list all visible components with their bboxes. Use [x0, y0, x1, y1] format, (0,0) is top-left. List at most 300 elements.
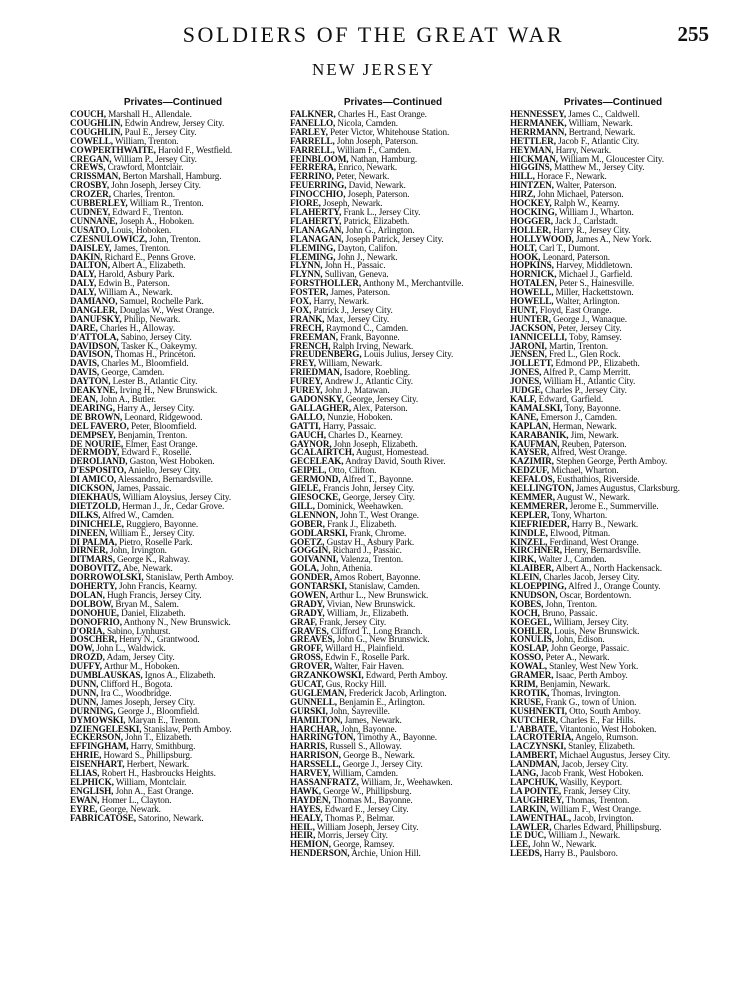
- soldier-details: Anthony N., New Brunswick.: [121, 616, 231, 627]
- soldier-details: Harold F., Westfield.: [155, 144, 233, 155]
- soldier-details: Joseph, Paterson.: [345, 189, 410, 200]
- soldier-surname: KRIM,: [510, 679, 538, 689]
- soldier-surname: KRUSE,: [510, 696, 544, 707]
- soldier-surname: FEINBLOOM,: [290, 153, 349, 164]
- soldier-details: Nathan, Hamburg.: [348, 153, 418, 164]
- soldier-details: Gaston, West Hoboken.: [127, 456, 215, 467]
- soldier-details: Charles H., Alloway.: [97, 322, 175, 333]
- soldier-surname: ECKERSON,: [70, 732, 123, 743]
- soldier-surname: HENNESSEY,: [510, 109, 567, 119]
- soldier-details: Harry B., Newark.: [569, 518, 639, 529]
- soldier-details: Walter, Fair Haven.: [331, 661, 404, 672]
- column-heading: Privates—Continued: [123, 97, 223, 108]
- soldier-details: Edwin F., Roselle Park.: [322, 652, 410, 663]
- soldier-details: Joseph Patrick, Jersey City.: [343, 233, 444, 244]
- soldier-surname: KINDLE,: [510, 527, 548, 538]
- soldier-surname: KEPLER,: [510, 509, 550, 520]
- soldier-details: Arthur L., New Brunswick.: [327, 589, 429, 600]
- soldier-details: John G., Arlington.: [343, 224, 415, 235]
- soldier-surname: DOSCHER,: [70, 634, 117, 645]
- soldier-details: Albert A., North Hackensack.: [553, 563, 662, 574]
- soldier-surname: DE NOURIE,: [70, 438, 124, 449]
- soldier-surname: EFFINGHAM,: [70, 741, 129, 752]
- soldier-surname: DILKS,: [70, 509, 101, 520]
- soldier-details: Russell S., Alloway.: [327, 741, 402, 752]
- soldier-details: Sabino, Jersey City.: [118, 331, 192, 342]
- soldier-details: William P., Jersey City.: [111, 153, 197, 164]
- soldier-details: Peter, Jersey City.: [555, 322, 622, 333]
- soldier-surname: ELPHICK,: [70, 776, 114, 787]
- soldier-details: James Joseph, Jersey City.: [98, 696, 196, 707]
- soldier-surname: DITMARS,: [70, 554, 115, 565]
- soldier-details: James A., New York.: [573, 233, 652, 244]
- soldier-surname: HINTZEN,: [510, 180, 554, 191]
- soldier-surname: DANUFSKY,: [70, 313, 122, 324]
- soldier-surname: DOLBOW,: [70, 598, 114, 609]
- soldier-surname: FANELLO,: [290, 117, 336, 128]
- soldier-surname: FALKNER,: [290, 109, 336, 119]
- soldier-details: Alfred J., Orange County.: [566, 581, 661, 592]
- soldier-surname: DEAKYNE,: [70, 385, 118, 396]
- soldier-details: William, Jr., Weehawken.: [358, 776, 453, 787]
- soldier-surname: GUGLEMAN,: [290, 687, 347, 698]
- soldier-surname: DIRNER,: [70, 545, 108, 556]
- soldier-details: Raymond C., Camden.: [323, 322, 409, 333]
- soldier-details: Arthur M., Hoboken.: [101, 661, 180, 672]
- soldier-details: Edward, Perth Amboy.: [363, 670, 448, 681]
- soldier-surname: DAISLEY,: [70, 242, 112, 253]
- column-heading: Privates—Continued: [343, 97, 443, 108]
- soldier-surname: FRENCH,: [290, 340, 331, 351]
- soldier-details: William E., Jersey City.: [107, 527, 195, 538]
- soldier-details: Isaac, Perth Amboy.: [553, 670, 628, 681]
- soldier-details: Jacob, Jersey City.: [559, 759, 629, 770]
- soldier-details: John H., Passaic.: [322, 260, 386, 271]
- soldier-surname: HIGGINS,: [510, 162, 552, 173]
- soldier-details: Peter A., Newark.: [543, 652, 610, 663]
- soldier-surname: CREGAN,: [70, 153, 112, 164]
- soldier-details: Henry, Bernardsville.: [561, 545, 641, 556]
- running-title: SOLDIERS OF THE GREAT WAR: [182, 22, 565, 47]
- soldier-surname: KARABANIK,: [510, 429, 569, 440]
- soldier-details: Charles D., Kearney.: [325, 429, 403, 440]
- soldier-surname: DARE,: [70, 322, 98, 333]
- soldier-surname: FOSTER,: [290, 287, 329, 298]
- soldier-surname: DORROWOLSKI,: [70, 572, 144, 583]
- soldier-details: Otto, South Amboy.: [566, 705, 641, 716]
- soldier-surname: JARONI,: [510, 340, 547, 351]
- soldier-details: Ferdinand, West Orange.: [547, 536, 639, 547]
- soldier-surname: FRANK,: [290, 313, 325, 324]
- soldier-surname: GILL,: [290, 500, 315, 511]
- soldier-details: Thomas, Trenton.: [563, 794, 630, 805]
- soldier-surname: LE DUC,: [510, 830, 547, 841]
- soldier-surname: KAZIMIR,: [510, 456, 554, 467]
- soldier-details: Jim, Newark.: [568, 429, 619, 440]
- soldier-surname: LA POINTE,: [510, 785, 562, 796]
- soldier-surname: HIRZ,: [510, 189, 536, 200]
- soldier-details: Leonard, Paterson.: [540, 251, 610, 262]
- soldier-surname: GADONSKY,: [290, 394, 344, 404]
- soldier-details: Wasilly, Keyport.: [557, 776, 623, 787]
- soldier-details: Lester B., Atlantic City.: [110, 376, 198, 387]
- soldier-details: Harry, Smithburg.: [128, 741, 196, 752]
- soldier-details: Andrew J., Atlantic City.: [322, 376, 413, 387]
- soldier-details: William A., Newark.: [96, 287, 173, 298]
- soldier-details: Martin, Trenton.: [546, 340, 608, 351]
- soldier-details: James, Paterson.: [328, 287, 390, 298]
- soldier-details: Harry, Passaic.: [320, 420, 377, 431]
- soldier-details: Bertrand, Newark.: [566, 126, 636, 137]
- soldier-details: William, Newark.: [566, 117, 633, 128]
- soldier-surname: GUNNELL,: [290, 696, 337, 707]
- soldier-details: Joseph A., Hoboken.: [117, 215, 195, 226]
- soldier-details: Frank, Jersey City.: [561, 785, 631, 796]
- soldier-details: John, Edison.: [553, 634, 605, 645]
- soldier-details: Tony, Bayonne.: [562, 402, 621, 413]
- soldier-surname: KROTIK,: [510, 687, 550, 698]
- soldier-surname: GOIVANNI,: [290, 554, 339, 565]
- soldier-surname: DOW,: [70, 643, 95, 654]
- soldier-surname: KAMALSKI,: [510, 402, 563, 413]
- soldier-surname: DALY,: [70, 287, 97, 298]
- soldier-surname: GCALAIRTCH,: [290, 447, 355, 458]
- soldier-details: Louis, Hoboken.: [109, 224, 172, 235]
- soldier-surname: FARRELL,: [290, 135, 335, 146]
- soldier-surname: CZESNULOWICZ,: [70, 233, 148, 244]
- soldier-surname: KONULIS,: [510, 634, 554, 645]
- soldier-surname: HEIR,: [290, 830, 316, 841]
- soldier-surname: GREAVES,: [290, 634, 335, 645]
- soldier-details: Stanislaw, Perth Amboy.: [141, 723, 232, 734]
- soldier-details: Ignos A., Elizabeth.: [142, 670, 216, 681]
- soldier-details: Vivian, New Brunswick.: [324, 598, 416, 609]
- soldier-details: Tasker K., Oakeymy.: [119, 340, 197, 351]
- soldier-surname: JUDGE,: [510, 385, 543, 396]
- soldier-details: Samuel, Rochelle Park.: [117, 296, 204, 307]
- soldier-surname: EWAN,: [70, 794, 100, 805]
- soldier-details: John, Trenton.: [147, 233, 201, 244]
- soldier-surname: FARRELL,: [290, 144, 335, 155]
- soldier-details: Emerson J., Camden.: [538, 411, 617, 422]
- soldier-surname: GECELEAK,: [290, 456, 344, 467]
- soldier-details: Harry A., Jersey City.: [114, 402, 195, 413]
- soldier-surname: HARRIS,: [290, 741, 328, 752]
- soldier-surname: GIESOCKE,: [290, 491, 341, 502]
- soldier-details: George J., Jersey City.: [340, 759, 423, 770]
- soldier-details: Harold, Asbury Park.: [96, 269, 175, 280]
- soldier-details: Edward, Garfield.: [536, 394, 604, 404]
- soldier-surname: JOLLETT,: [510, 358, 554, 369]
- soldier-surname: FABRICATOSE,: [70, 812, 136, 823]
- soldier-surname: FLYNN,: [290, 269, 323, 280]
- soldier-surname: L'ABBATE,: [510, 723, 558, 734]
- soldier-surname: KIEFRIEDER,: [510, 518, 570, 529]
- soldier-surname: IANNICELLI,: [510, 331, 567, 342]
- soldier-details: Gus, Rocky Hill.: [323, 679, 387, 689]
- soldier-details: Jacob F., Atlantic City.: [555, 135, 640, 146]
- soldier-surname: GRAVES,: [290, 625, 329, 636]
- soldier-surname: DERMODY,: [70, 447, 120, 458]
- soldier-surname: DEMPSEY,: [70, 429, 116, 440]
- soldier-details: Frank L., Jersey City.: [341, 206, 421, 217]
- soldier-details: Dayton, Califon.: [335, 242, 398, 253]
- soldier-details: Harry B., Paulsboro.: [541, 848, 618, 859]
- soldier-details: Willard H., Plainfield.: [323, 643, 405, 654]
- soldier-details: Thomas H., Princeton.: [112, 349, 196, 360]
- soldier-details: George W., Phillipsburg.: [320, 785, 412, 796]
- soldier-surname: KEDZUF,: [510, 465, 550, 476]
- soldier-details: Ralph Irving, Newark.: [330, 340, 414, 351]
- page-header: [0, 22, 747, 52]
- soldier-surname: DI PALMA,: [70, 536, 117, 547]
- soldier-details: Herman J., Jr., Cedar Grove.: [119, 500, 225, 511]
- soldier-details: David, Newark.: [346, 180, 406, 191]
- soldier-details: Alfred W., Camden.: [100, 509, 174, 520]
- soldier-surname: HAWK,: [290, 785, 321, 796]
- soldier-surname: HOCKEY,: [510, 198, 552, 209]
- soldier-details: Amos Robert, Bayonne.: [331, 572, 421, 583]
- soldier-surname: KIRCHNER,: [510, 545, 562, 556]
- soldier-surname: LAUGHREY,: [510, 794, 564, 805]
- soldier-details: Edward F., Trenton.: [110, 206, 184, 217]
- soldier-details: Carl T., Dumont.: [536, 242, 600, 253]
- soldier-surname: EHRIE,: [70, 750, 102, 761]
- soldier-details: Herman, Newark.: [550, 420, 617, 431]
- soldier-surname: KEMMERER,: [510, 500, 568, 511]
- soldier-details: Edmond PP., Elizabeth.: [553, 358, 640, 369]
- soldier-details: Reuben, Paterson.: [559, 438, 627, 449]
- soldier-details: Patrick, Elizabeth.: [341, 215, 410, 226]
- soldier-surname: CRISSMAN,: [70, 171, 121, 182]
- soldier-surname: HASSANFRATZ,: [290, 776, 359, 787]
- soldier-surname: DAVISON,: [70, 349, 113, 360]
- soldier-surname: DALY,: [70, 269, 97, 280]
- soldier-details: Harry R., Jersey City.: [550, 224, 631, 235]
- soldier-details: Alessandro, Bernardsville.: [116, 474, 213, 485]
- soldier-surname: KIRK,: [510, 554, 537, 565]
- soldier-details: Charles M., Bloomfield.: [99, 358, 189, 369]
- soldier-details: Tony, Wharton.: [549, 509, 608, 520]
- soldier-surname: HOLLER,: [510, 224, 551, 235]
- soldier-surname: HICKMAN,: [510, 153, 558, 164]
- soldier-surname: GROVER,: [290, 661, 332, 672]
- soldier-surname: FERRERA,: [290, 162, 336, 173]
- soldier-details: Frank, Chrome.: [347, 527, 407, 538]
- soldier-surname: HEIL,: [290, 821, 315, 832]
- soldier-surname: HOCKING,: [510, 206, 557, 217]
- soldier-details: Frank, Jersey City.: [316, 616, 387, 627]
- soldier-details: Thomas, Irvington.: [549, 687, 621, 698]
- soldier-surname: FLEMING,: [290, 242, 336, 253]
- soldier-surname: HARRISON,: [290, 750, 341, 761]
- soldier-details: John J., Newark.: [335, 251, 398, 262]
- soldier-details: Charles, Trenton.: [110, 189, 175, 200]
- soldier-details: Maryan E., Trenton.: [125, 714, 201, 725]
- soldier-details: James, Newark.: [342, 714, 402, 725]
- soldier-surname: GAUCH,: [290, 429, 326, 440]
- soldier-details: George, Newark.: [97, 803, 161, 814]
- soldier-surname: LAPCHUK,: [510, 776, 558, 787]
- soldier-surname: JENSEN,: [510, 349, 547, 360]
- soldier-surname: FLAHERTY,: [290, 215, 342, 226]
- soldier-surname: FOX,: [290, 296, 312, 307]
- soldier-details: Isadore, Roebling.: [341, 367, 410, 378]
- soldier-surname: GOETZ,: [290, 536, 325, 547]
- soldier-surname: LACROTERIA,: [510, 732, 574, 743]
- soldier-surname: KOWAL,: [510, 661, 547, 672]
- soldier-surname: HAMILTON,: [290, 714, 343, 725]
- soldier-details: Charles H., East Orange.: [335, 109, 427, 119]
- soldier-details: Louis, New Brunswick.: [551, 625, 640, 636]
- soldier-surname: DONOHUE,: [70, 607, 119, 618]
- soldier-details: Abe, Newark.: [120, 563, 173, 574]
- soldier-details: Harry, Newark.: [553, 144, 612, 155]
- soldier-details: Hugh Francis, Jersey City.: [104, 589, 202, 600]
- soldier-details: Richard E., Penns Grove.: [102, 251, 196, 262]
- soldier-details: Peter S., Hainesville.: [556, 278, 635, 289]
- soldier-surname: LAMBERT,: [510, 750, 557, 761]
- soldier-surname: HUNTER,: [510, 313, 551, 324]
- soldier-details: Charles Edward, Phillipsburg.: [551, 821, 662, 832]
- soldier-details: John Francis, Kearny.: [116, 581, 197, 592]
- soldier-details: Walter, Arlington.: [553, 296, 620, 307]
- soldier-surname: FLANAGAN,: [290, 224, 344, 235]
- soldier-details: Nicola, Camden.: [335, 117, 398, 128]
- soldier-surname: FRIEDMAN,: [290, 367, 342, 378]
- soldier-surname: GOBER,: [290, 518, 325, 529]
- soldier-surname: DZIENGELESKI,: [70, 723, 142, 734]
- soldier-details: George K., Rahway.: [114, 554, 190, 565]
- soldier-details: Michael, Wharton.: [549, 465, 619, 476]
- soldier-details: Sabino, Lynhurst.: [104, 625, 171, 636]
- soldier-surname: D'ATTOLA,: [70, 331, 119, 342]
- soldier-surname: ELIAS,: [70, 768, 100, 779]
- soldier-details: Jacob, Irvington.: [571, 812, 634, 823]
- roster-entry: [510, 849, 716, 858]
- soldier-details: Thomas P., Belmar.: [322, 812, 395, 823]
- soldier-surname: HERRMANN,: [510, 126, 567, 137]
- soldier-surname: DICKSON,: [70, 483, 115, 494]
- state-title: NEW JERSEY: [311, 60, 436, 79]
- soldier-surname: GOGGIN,: [290, 545, 331, 556]
- soldier-surname: DE BROWN,: [70, 411, 123, 422]
- soldier-details: John T., West Orange.: [337, 509, 419, 520]
- soldier-details: William F., Camden.: [334, 144, 412, 155]
- soldier-details: George, Jersey City.: [340, 491, 415, 502]
- soldier-details: John, Bayonne.: [338, 723, 397, 734]
- soldier-surname: KOSLAP,: [510, 643, 549, 654]
- soldier-details: John, Irvington.: [107, 545, 167, 556]
- soldier-surname: CROZER,: [70, 189, 111, 200]
- soldier-surname: KINZEL,: [510, 536, 548, 547]
- soldier-surname: DOBOVITZ,: [70, 563, 121, 574]
- soldier-surname: GRAMER,: [510, 670, 554, 681]
- soldier-details: Anthony M., Merchantville.: [361, 278, 464, 289]
- soldier-surname: HORNICK,: [510, 269, 557, 280]
- soldier-surname: KLOEPPING,: [510, 581, 567, 592]
- soldier-surname: FUREY,: [290, 385, 323, 396]
- soldier-surname: GODLARSKI,: [290, 527, 348, 538]
- soldier-surname: FLAHERTY,: [290, 206, 342, 217]
- soldier-details: William F., West Orange.: [548, 803, 641, 814]
- roster-entry: [290, 849, 496, 858]
- soldier-surname: GROFF,: [290, 643, 324, 654]
- soldier-details: Frank, Bayonne.: [337, 331, 400, 342]
- soldier-details: John Joseph, Paterson.: [334, 135, 418, 146]
- soldier-details: Timothy A., Bayonne.: [355, 732, 437, 743]
- soldier-details: John George, Passaic.: [548, 643, 630, 654]
- roster-column-2: [290, 97, 496, 858]
- entry-list: [510, 110, 716, 858]
- soldier-surname: FERRINO,: [290, 171, 334, 182]
- soldier-surname: HAYDEN,: [290, 794, 331, 805]
- soldier-surname: JONES,: [510, 376, 542, 387]
- soldier-details: Horace F., Newark.: [534, 171, 607, 182]
- soldier-details: Douglas W., West Orange.: [117, 304, 215, 315]
- soldier-details: Andray David, South River.: [343, 456, 446, 467]
- soldier-surname: DUNN,: [70, 687, 99, 698]
- soldier-surname: CUSATO,: [70, 224, 110, 235]
- soldier-surname: CUBBERLEY,: [70, 198, 128, 209]
- soldier-details: Charles E., Far Hills.: [557, 714, 636, 725]
- soldier-details: Jack J., Carlstadt.: [552, 215, 618, 226]
- soldier-surname: DAKIN,: [70, 251, 103, 262]
- soldier-surname: KAYSER,: [510, 447, 550, 458]
- soldier-surname: GLENNON,: [290, 509, 338, 520]
- soldier-details: Clifford T., Long Branch.: [328, 625, 423, 636]
- soldier-surname: DEAN,: [70, 394, 98, 404]
- roster-column-1: [70, 97, 276, 823]
- soldier-details: Daniel, Elizabeth.: [118, 607, 186, 618]
- soldier-surname: HOWELL,: [510, 296, 554, 307]
- soldier-details: Fred L., Glen Rock.: [546, 349, 621, 360]
- entry-list: [290, 110, 496, 858]
- soldier-details: Elmer, East Orange.: [123, 438, 198, 449]
- soldier-details: John Joseph, Jersey City.: [109, 180, 201, 191]
- soldier-details: William H., Atlantic City.: [541, 376, 636, 387]
- soldier-details: John, Sayreville.: [327, 705, 390, 716]
- soldier-surname: GERMOND,: [290, 474, 341, 485]
- soldier-details: Francis John, Jersey City.: [320, 483, 415, 494]
- soldier-details: Enrico, Newark.: [335, 162, 398, 173]
- soldier-surname: HOOK,: [510, 251, 541, 262]
- soldier-surname: FINOCCHIO,: [290, 189, 346, 200]
- soldier-surname: FLYNN,: [290, 260, 323, 271]
- soldier-details: Angelo, Rumson.: [573, 732, 639, 743]
- soldier-surname: GRAF,: [290, 616, 317, 627]
- soldier-details: Otto, Clifton.: [326, 465, 377, 476]
- soldier-surname: LEE,: [510, 839, 531, 850]
- soldier-surname: HOLLYWOOD,: [510, 233, 574, 244]
- soldier-surname: FLEMING,: [290, 251, 336, 262]
- soldier-surname: ENGLISH,: [70, 785, 114, 796]
- soldier-surname: FRECH,: [290, 322, 324, 333]
- soldier-surname: KALF,: [510, 394, 537, 404]
- soldier-surname: GROSS,: [290, 652, 323, 663]
- soldier-surname: GOWEN,: [290, 589, 328, 600]
- soldier-surname: KOHLER,: [510, 625, 552, 636]
- soldier-details: Ira C., Woodbridge.: [98, 687, 172, 698]
- soldier-surname: KANE,: [510, 411, 539, 422]
- soldier-details: George, Ramsey.: [330, 839, 395, 850]
- soldier-surname: COUGHLIN,: [70, 126, 123, 137]
- soldier-surname: KAUFMAN,: [510, 438, 560, 449]
- soldier-surname: HARSSELL,: [290, 759, 341, 770]
- soldier-surname: CROSBY,: [70, 180, 110, 191]
- soldier-details: Charles P., Jersey City.: [542, 385, 627, 396]
- soldier-details: Michael Augustus, Jersey City.: [556, 750, 671, 761]
